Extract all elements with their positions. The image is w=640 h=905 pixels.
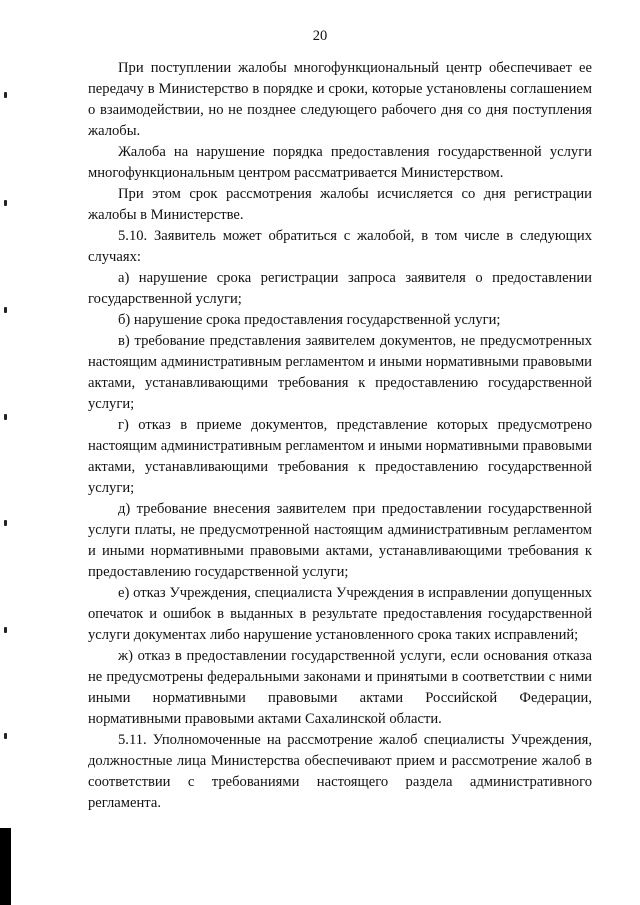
scan-mark: [4, 307, 7, 313]
paragraph: При этом срок рассмотрения жалобы исчисляется со дня регистрации жалобы в Министерстве.: [88, 186, 592, 223]
scan-mark: [4, 414, 7, 420]
list-item: д) требование внесения заявителем при предоставлении государственной услуги платы, не предусмотренной настоящим административным регламентом и иными нормативными правовыми актами, устанавливающими требования к предоставлению государственной услуги;: [88, 501, 592, 580]
list-item: е) отказ Учреждения, специалиста Учреждения в исправлении допущенных опечаток и ошибок в выданных в результате предоставления государственной услуги документах либо нарушение установленного срока таких исправлений;: [88, 585, 592, 643]
scan-mark: [4, 520, 7, 526]
paragraph: 5.10. Заявитель может обратиться с жалобой, в том числе в следующих случаях:: [88, 228, 592, 265]
page-number: 20: [312, 28, 328, 44]
list-item: ж) отказ в предоставлении государственной услуги, если основания отказа не предусмотрены федеральными законами и принятыми в соответствии с ними иными нормативными правовыми актами Российской Федерации, нормативными правовыми актами Сахалинской области.: [88, 648, 592, 727]
list-item: б) нарушение срока предоставления государственной услуги;: [118, 312, 501, 328]
paragraph: При поступлении жалобы многофункциональный центр обеспечивает ее передачу в Министерство в порядке и сроки, которые установлены соглашением о взаимодействии, но не позднее следующего рабочего дня со дня поступления жалобы.: [88, 60, 592, 139]
list-item: г) отказ в приеме документов, представление которых предусмотрено настоящим административным регламентом и иными нормативными правовыми актами, устанавливающими требования к предоставлению государственной услуги;: [88, 417, 592, 496]
scan-mark: [4, 92, 7, 98]
scan-mark: [4, 627, 7, 633]
list-item: в) требование представления заявителем документов, не предусмотренных настоящим административным регламентом и иными нормативными правовыми актами, устанавливающими требования к предоставлению государственной услуги;: [88, 333, 592, 412]
scan-mark: [4, 733, 7, 739]
edge-shadow: [0, 828, 11, 905]
paragraph: 5.11. Уполномоченные на рассмотрение жалоб специалисты Учреждения, должностные лица Министерства обеспечивают прием и рассмотрение жалоб в соответствии с требованиями настоящего раздела административного регламента.: [88, 732, 592, 811]
document-body: [88, 58, 592, 814]
scan-mark: [4, 200, 7, 206]
paragraph: Жалоба на нарушение порядка предоставления государственной услуги многофункциональным центром рассматривается Министерством.: [88, 144, 592, 181]
list-item: а) нарушение срока регистрации запроса заявителя о предоставлении государственной услуги;: [88, 270, 592, 307]
